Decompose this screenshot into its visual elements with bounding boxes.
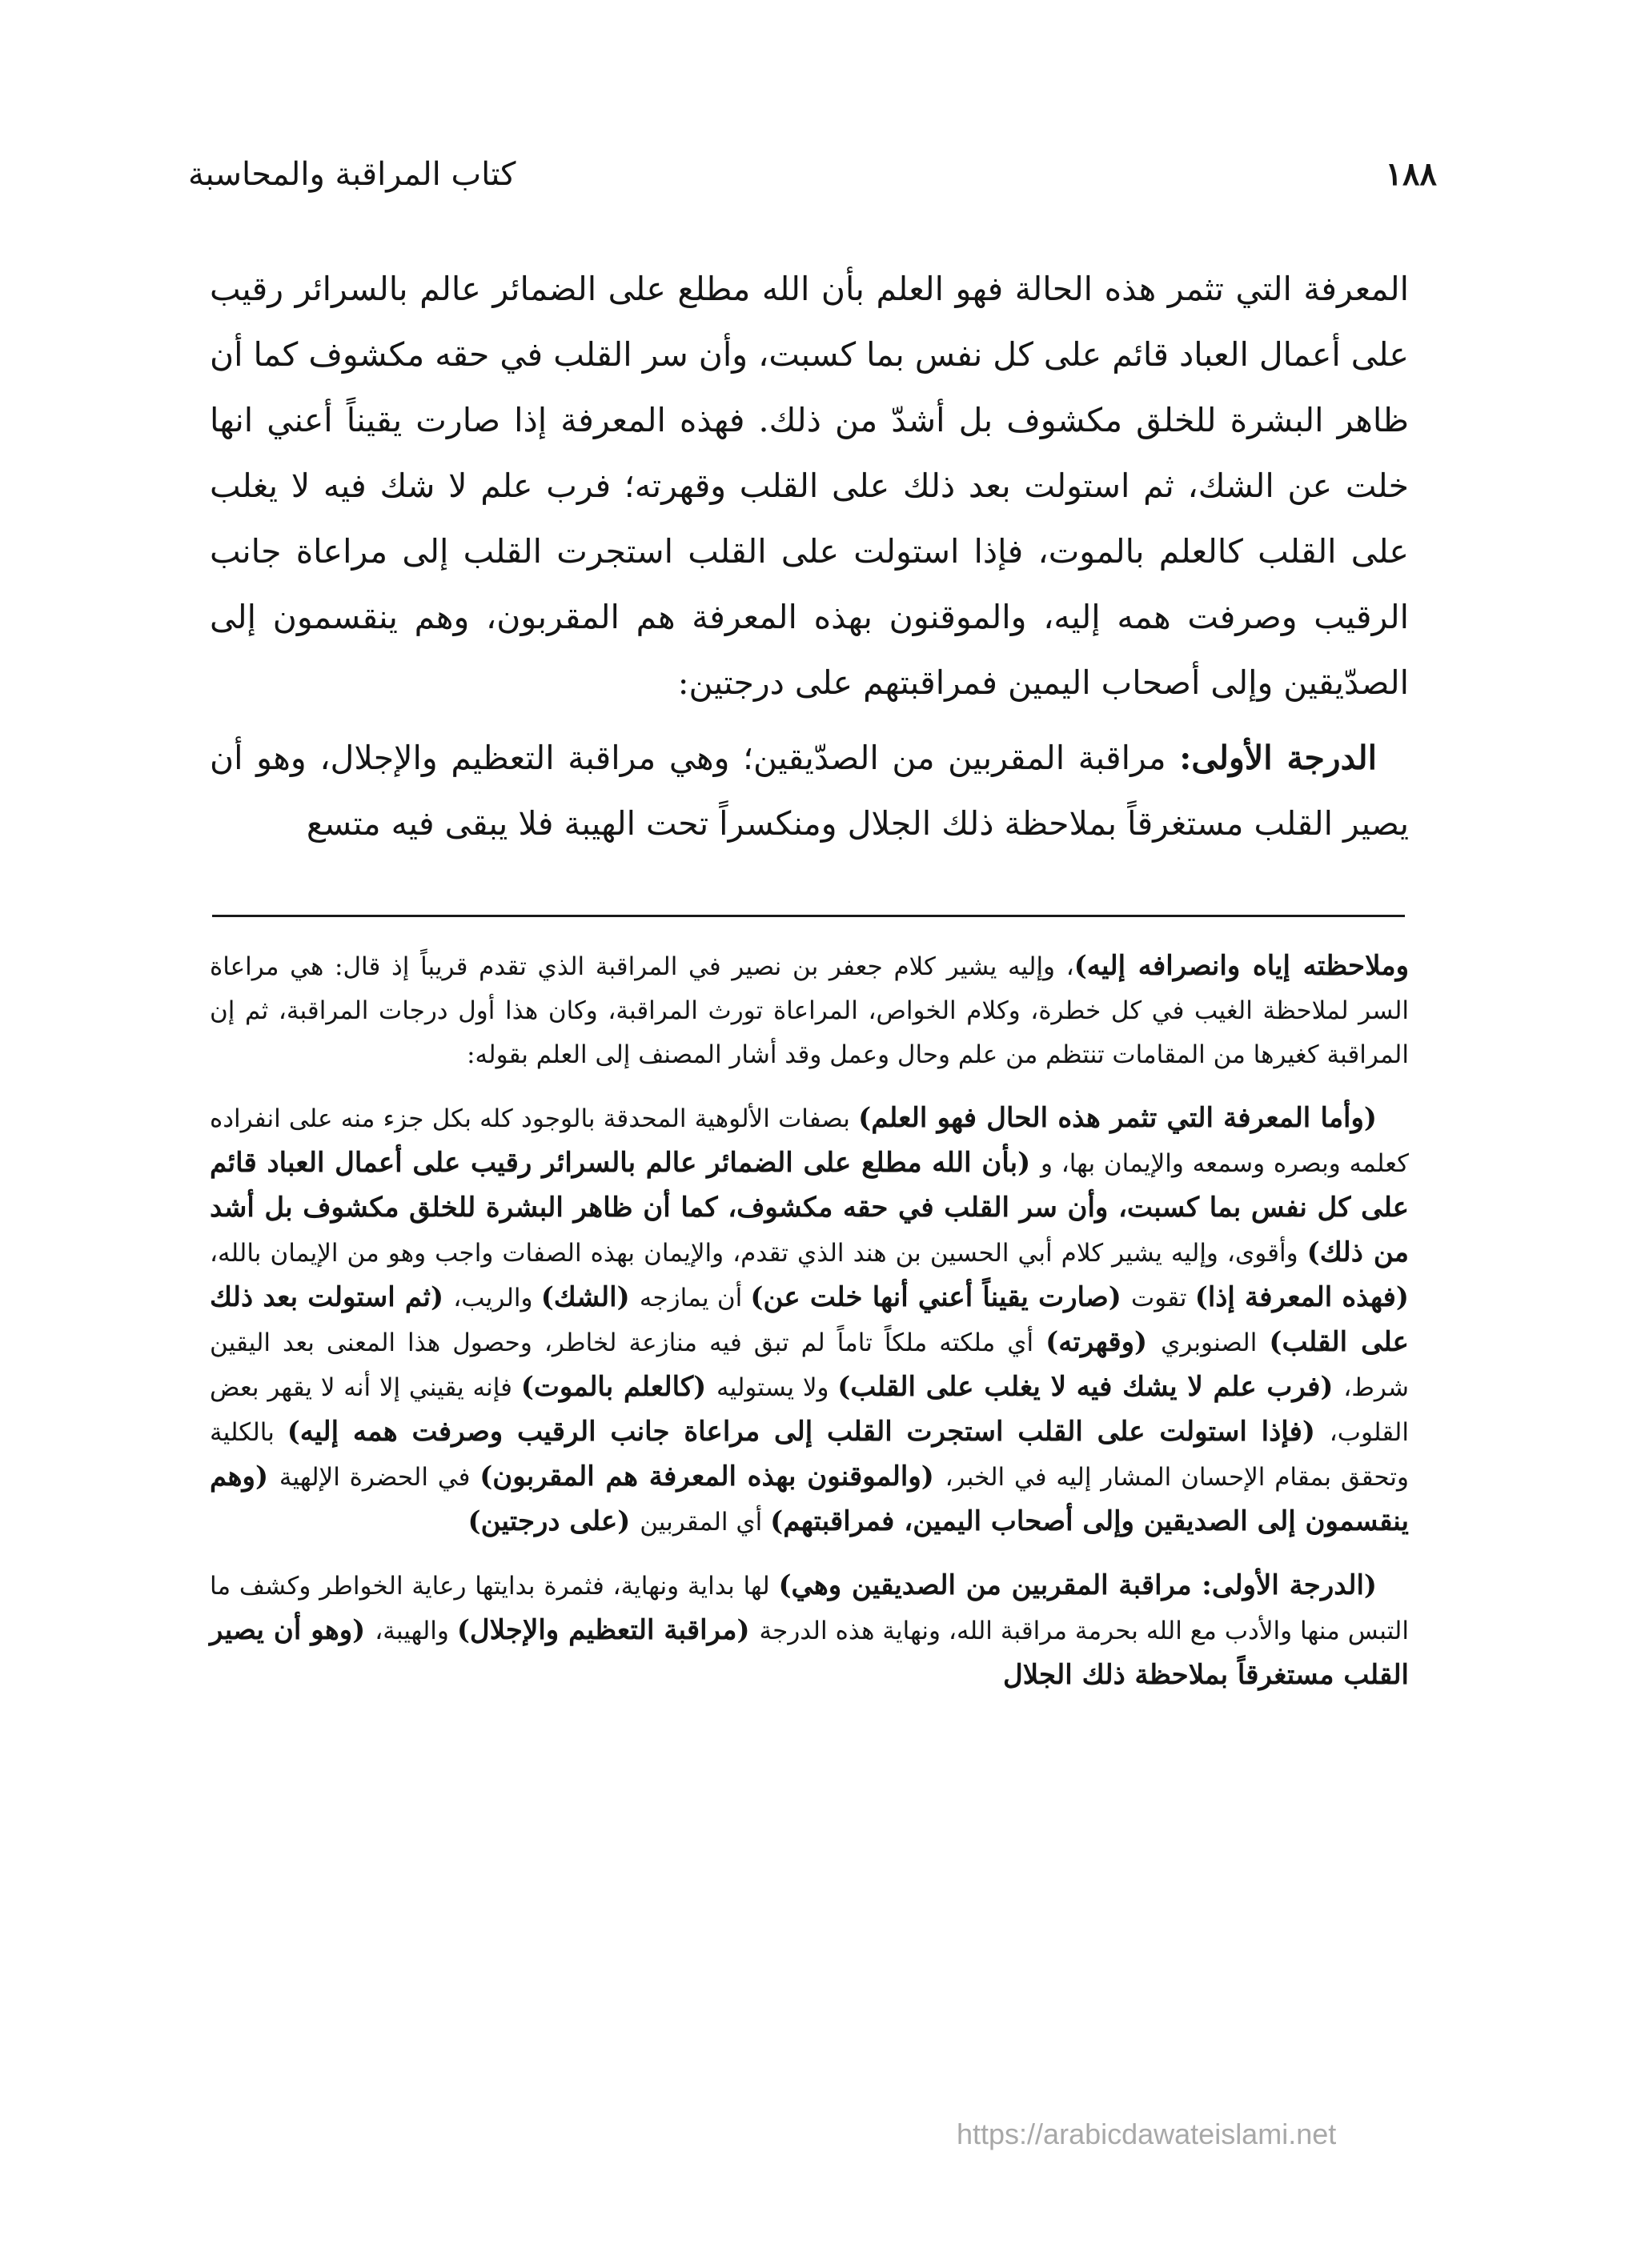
commentary-text-span: تقوت	[1131, 1284, 1195, 1312]
quoted-text: (الدرجة الأولى: مراقبة المقربين من الصديقين وهي)	[778, 1569, 1377, 1601]
main-paragraph-degree-one	[210, 725, 1409, 856]
quoted-text: (الشك)	[540, 1281, 640, 1313]
commentary-text-span: الصنوبري	[1161, 1328, 1270, 1357]
quoted-text: (فهذه المعرفة إذا)	[1194, 1281, 1410, 1313]
commentary-text-span: في الحضرة الإلهية	[279, 1463, 480, 1492]
quoted-text: (وهو أن يصير القلب مستغرقاً بملاحظة ذلك الجلال	[210, 1614, 1409, 1691]
commentary-text-span: وأقوى، وإليه يشير كلام أبي الحسين بن هند الذي تقدم، والإيمان بهذه الصفات واجب وهو من الإيمان بالله،	[210, 1239, 1307, 1268]
quoted-text: (بأن الله مطلع على الضمائر عالم بالسرائر رقيب على أعمال العباد قائم على كل نفس بما كسبت، وأن سر القلب في حقه مكشوف، كما أن ظاهر البشرة للخلق مكشوف بل أشد من ذلك)	[210, 1147, 1410, 1268]
commentary-text-span: بالكلية وتحقق بمقام الإحسان المشار إليه في الخبر،	[210, 1418, 1409, 1492]
book-title: كتاب المراقبة والمحاسبة	[188, 156, 516, 193]
degree-text: مراقبة المقربين من الصدّيقين؛ وهي مراقبة التعظيم والإجلال، وهو أن يصير القلب مستغرقاً بملاحظة ذلك الجلال ومنكسراً تحت الهيبة فلا يبقى فيه متسع	[210, 739, 1409, 843]
commentary-text-span: أي ملكته ملكاً تاماً لم تبق فيه منازعة لخاطر، وحصول هذا المعنى بعد اليقين شرط،	[210, 1328, 1409, 1402]
commentary-text-span: بصفات الألوهية المحدقة بالوجود كله بكل جزء منه على انفراده كعلمه وبصره وسمعه والإيمان بها، و	[210, 1104, 1409, 1178]
commentary-paragraph	[210, 1096, 1409, 1545]
main-paragraph: المعرفة التي تثمر هذه الحالة فهو العلم بأن الله مطلع على الضمائر عالم بالسرائر رقيب على أعمال العباد قائم على كل نفس بما كسبت، وأن سر القلب في حقه مكشوف كما أن ظاهر البشرة للخلق مكشوف بل أشدّ من ذلك. فهذه المعرفة إذا صارت يقيناً أعني انها خلت عن الشك، ثم استولت بعد ذلك على القلب وقهرته؛ فرب علم لا شك فيه لا يغلب على القلب كالعلم بالموت، فإذا استولت على القلب استجرت القلب إلى مراعاة جانب الرقيب وصرفت همه إليه، والموقنون بهذه المعرفة هم المقربون، وهم ينقسمون إلى الصدّيقين وإلى أصحاب اليمين فمراقبتهم على درجتين:	[210, 270, 1409, 702]
commentary-text-span: أن يمازجه	[639, 1284, 751, 1312]
commentary-text-span: أي المقربين	[640, 1508, 771, 1537]
quoted-text: (فإذا استولت على القلب استجرت القلب إلى مراعاة جانب الرقيب وصرفت همه إليه)	[287, 1416, 1330, 1448]
commentary-paragraph	[210, 1564, 1409, 1698]
quoted-text: (وقهرته)	[1045, 1326, 1162, 1358]
watermark-url: https://arabicdawateislami.net	[957, 2118, 1337, 2150]
commentary-paragraph	[210, 944, 1409, 1077]
commentary-text-span: ، وإليه يشير كلام جعفر بن نصير في المراقبة الذي تقدم قريباً إذ قال: هي مراعاة السر لملاحظة الغيب في كل خطرة، وكلام الخواص، المراعاة تورث المراقبة، وكان هذا أول درجات المراقبة، ثم إن المراقبة كغيرها من المقامات تنتظم من علم وحال وعمل وقد أشار المصنف إلى العلم بقوله:	[210, 952, 1409, 1069]
quoted-text: (وأما المعرفة التي تثمر هذه الحال فهو العلم)	[858, 1102, 1378, 1134]
running-header	[188, 150, 1437, 198]
commentary-text-span: فإنه يقيني إلا أنه لا يقهر بعض القلوب،	[210, 1373, 1409, 1447]
quoted-text: (مراقبة التعظيم والإجلال)	[456, 1614, 760, 1646]
page-number: ١٨٨	[1385, 155, 1437, 193]
quoted-text: وملاحظته إياه وانصرافه إليه)	[1073, 950, 1409, 982]
quoted-text: (ثم استولت بعد ذلك على القلب)	[210, 1281, 1409, 1358]
quoted-text: (والموقنون بهذه المعرفة هم المقربون)	[479, 1461, 945, 1493]
degree-heading: الدرجة الأولى:	[1179, 739, 1377, 777]
main-text	[210, 256, 1409, 856]
commentary-text-span: ولا يستوليه	[716, 1373, 838, 1402]
quoted-text: (صارت يقيناً أعني أنها خلت عن)	[750, 1281, 1132, 1313]
quoted-text: (فرب علم لا يشك فيه لا يغلب على القلب)	[837, 1371, 1344, 1403]
quoted-text: (كالعلم بالموت)	[520, 1371, 716, 1403]
commentary-text-span: لها بداية ونهاية، فثمرة بدايتها رعاية الخواطر وكشف ما التبس منها والأدب مع الله بحرمة مراقبة الله، ونهاية هذه الدرجة	[210, 1572, 1409, 1645]
footnote-divider	[212, 915, 1405, 917]
quoted-text: (وهم ينقسمون إلى الصديقين وإلى أصحاب اليمين، فمراقبتهم)	[210, 1461, 1409, 1537]
commentary-text	[210, 944, 1409, 1698]
commentary-text-span: والريب،	[453, 1284, 541, 1312]
commentary-text-span: والهيبة،	[375, 1617, 457, 1645]
quoted-text: (على درجتين)	[467, 1505, 640, 1537]
